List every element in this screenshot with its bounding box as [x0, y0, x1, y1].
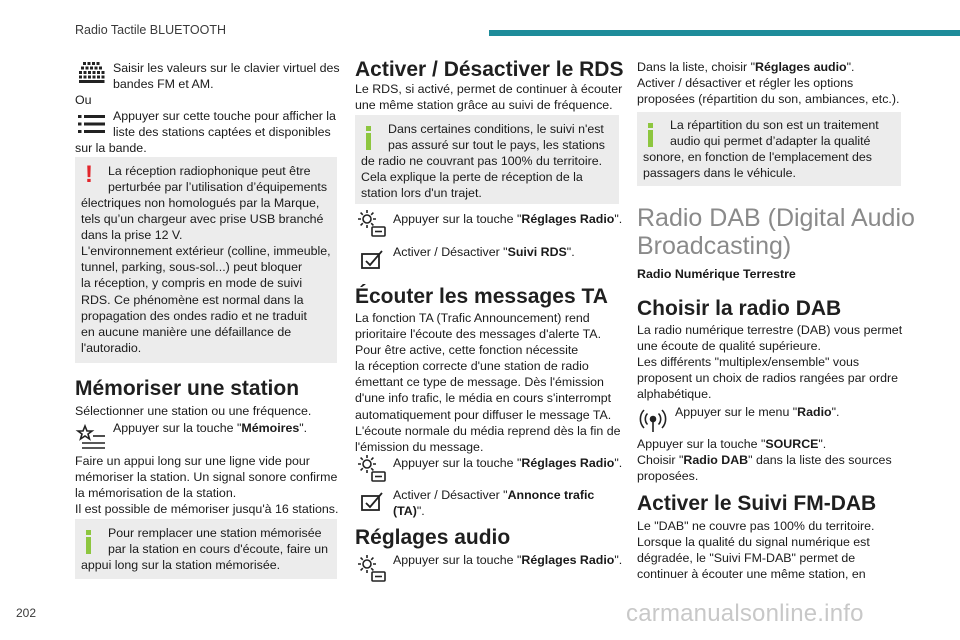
- page-number: 202: [16, 606, 37, 620]
- press-reglages-radio-3: Appuyer sur la touche "Réglages Radio".: [393, 553, 623, 567]
- info-icon: [648, 123, 653, 128]
- heading-audio: Réglages audio: [355, 526, 511, 549]
- toggle-suivi-rds: Activer / Désactiver "Suivi RDS".: [393, 245, 575, 259]
- info-replace-head: Pour remplacer une station mémorisée par la station en cours d'écoute, faire un: [108, 526, 329, 557]
- keypad-icon: [75, 56, 107, 88]
- list-text: Appuyer sur cette touche pour afficher la liste des stations captées et disponibles: [113, 109, 336, 140]
- running-header: Radio Tactile BLUETOOTH: [75, 23, 226, 37]
- fm-dab-text: Le "DAB" ne couvre pas 100% du territoire. Lorsque la qualité du signal numérique est dégradée, le "Suivi FM-DAB" permet de continuer à écouter une même station, en: [637, 519, 875, 582]
- info-replace-tail: appui long sur la station mémorisée.: [81, 558, 281, 572]
- info-notice-rds: [355, 115, 619, 204]
- menu-radio-instruction: Appuyer sur le menu "Radio".: [675, 405, 840, 419]
- ta-text: La fonction TA (Trafic Announcement) rend prioritaire l'écoute des messages d'alerte TA. Pour être active, cette fonction nécessite la réception correcte d'une station de radio émettant ce type de message. Dès l'émission d'une info trafic, le média en cours s'interrompt automatiquement pour diffuser le message TA. L'écoute normale du média reprend dès la fin de l'émission du message.: [355, 311, 621, 454]
- info-notice-replace: [75, 519, 337, 579]
- info-icon: [366, 126, 371, 131]
- list-icon: [75, 108, 107, 140]
- long-press-text: Faire un appui long sur une ligne vide pour mémoriser la station. Un signal sonore confirme la mémorisation de la station. Il est possible de mémoriser jusqu'à 16 stations.: [75, 454, 339, 517]
- dab-text: La radio numérique terrestre (DAB) vous permet une écoute de qualité supérieure. Les différents "multiplex/ensemble" vous proposent un choix de radios rangées par ordre alphabétique.: [637, 323, 903, 402]
- settings-radio-icon: [355, 452, 387, 484]
- checkbox-icon: [355, 244, 387, 276]
- keypad-text: Saisir les valeurs sur le clavier virtuel des bandes FM et AM.: [113, 61, 340, 92]
- heading-choose-dab: Choisir la radio DAB: [637, 297, 842, 320]
- select-station-text: Sélectionner une station ou une fréquence.: [75, 404, 312, 418]
- heading-fm-dab: Activer le Suivi FM-DAB: [637, 492, 877, 515]
- info-icon: [86, 530, 91, 535]
- watermark: carmanualsonline.info: [626, 600, 864, 627]
- heading-memoriser: Mémoriser une station: [75, 377, 300, 400]
- star-list-icon: [75, 420, 107, 452]
- warning-notice: [75, 157, 337, 363]
- heading-ta: Écouter les messages TA: [355, 285, 608, 308]
- heading-rds: Activer / Désactiver le RDS: [355, 58, 624, 81]
- settings-radio-icon: [355, 552, 387, 584]
- press-reglages-radio-1: Appuyer sur la touche "Réglages Radio".: [393, 212, 623, 226]
- info-audio-head: La répartition du son est un traitement audio qui permet d’adapter la qualité: [670, 118, 879, 149]
- section-title-dab: Radio DAB (Digital Audio Broadcasting): [637, 204, 915, 260]
- source-instruction: Appuyer sur la touche "SOURCE". Choisir "Radio DAB" dans la liste des sources proposées.: [637, 437, 892, 484]
- header-accent-bar: [489, 30, 960, 36]
- info-rds-head: Dans certaines conditions, le suivi n'est pas assuré sur tout le pays, les stations: [388, 122, 605, 153]
- press-reglages-radio-2: Appuyer sur la touche "Réglages Radio".: [393, 456, 623, 470]
- audio-text: Dans la liste, choisir "Réglages audio". Activer / désactiver et régler les options proposées (répartition du son, ambiances, etc.).: [637, 60, 900, 107]
- or-text: Ou: [75, 93, 92, 107]
- info-audio-tail: sonore, en fonction de l'emplacement des passagers dans le véhicule.: [643, 150, 872, 181]
- info-rds-tail: de radio ne couvrant pas 100% du territoire. Cela explique la perte de réception de la station lors d'un trajet.: [361, 154, 603, 201]
- warning-text-head: La réception radiophonique peut être perturbée par l’utilisation d’équipements: [108, 164, 328, 195]
- list-text-end: sur la bande.: [75, 141, 147, 155]
- radio-icon: [637, 403, 669, 435]
- checkbox-icon: [355, 486, 387, 518]
- settings-radio-icon: [355, 207, 387, 239]
- subheading-rnt: Radio Numérique Terrestre: [637, 267, 796, 281]
- warning-text: électriques non homologués par la Marque, tels qu’un chargeur avec prise USB branché dans la prise 12 V. L'environnement extérieur (colline, immeuble, tunnel, parking, sous-sol...) peut bloquer la réception, y compris en mode de suivi RDS. Ce phénomène est normal dans la propagation des ondes radio et ne traduit en aucune manière une défaillance de l'autoradio.: [81, 196, 331, 355]
- warning-icon: !: [85, 161, 93, 188]
- rds-text: Le RDS, si activé, permet de continuer à écouter une même station grâce au suivi de fréquence.: [355, 82, 623, 113]
- memoires-instruction: Appuyer sur la touche "Mémoires".: [113, 421, 308, 435]
- info-notice-audio: [637, 112, 901, 186]
- toggle-annonce-trafic: Activer / Désactiver "Annonce trafic (TA)".: [393, 488, 595, 519]
